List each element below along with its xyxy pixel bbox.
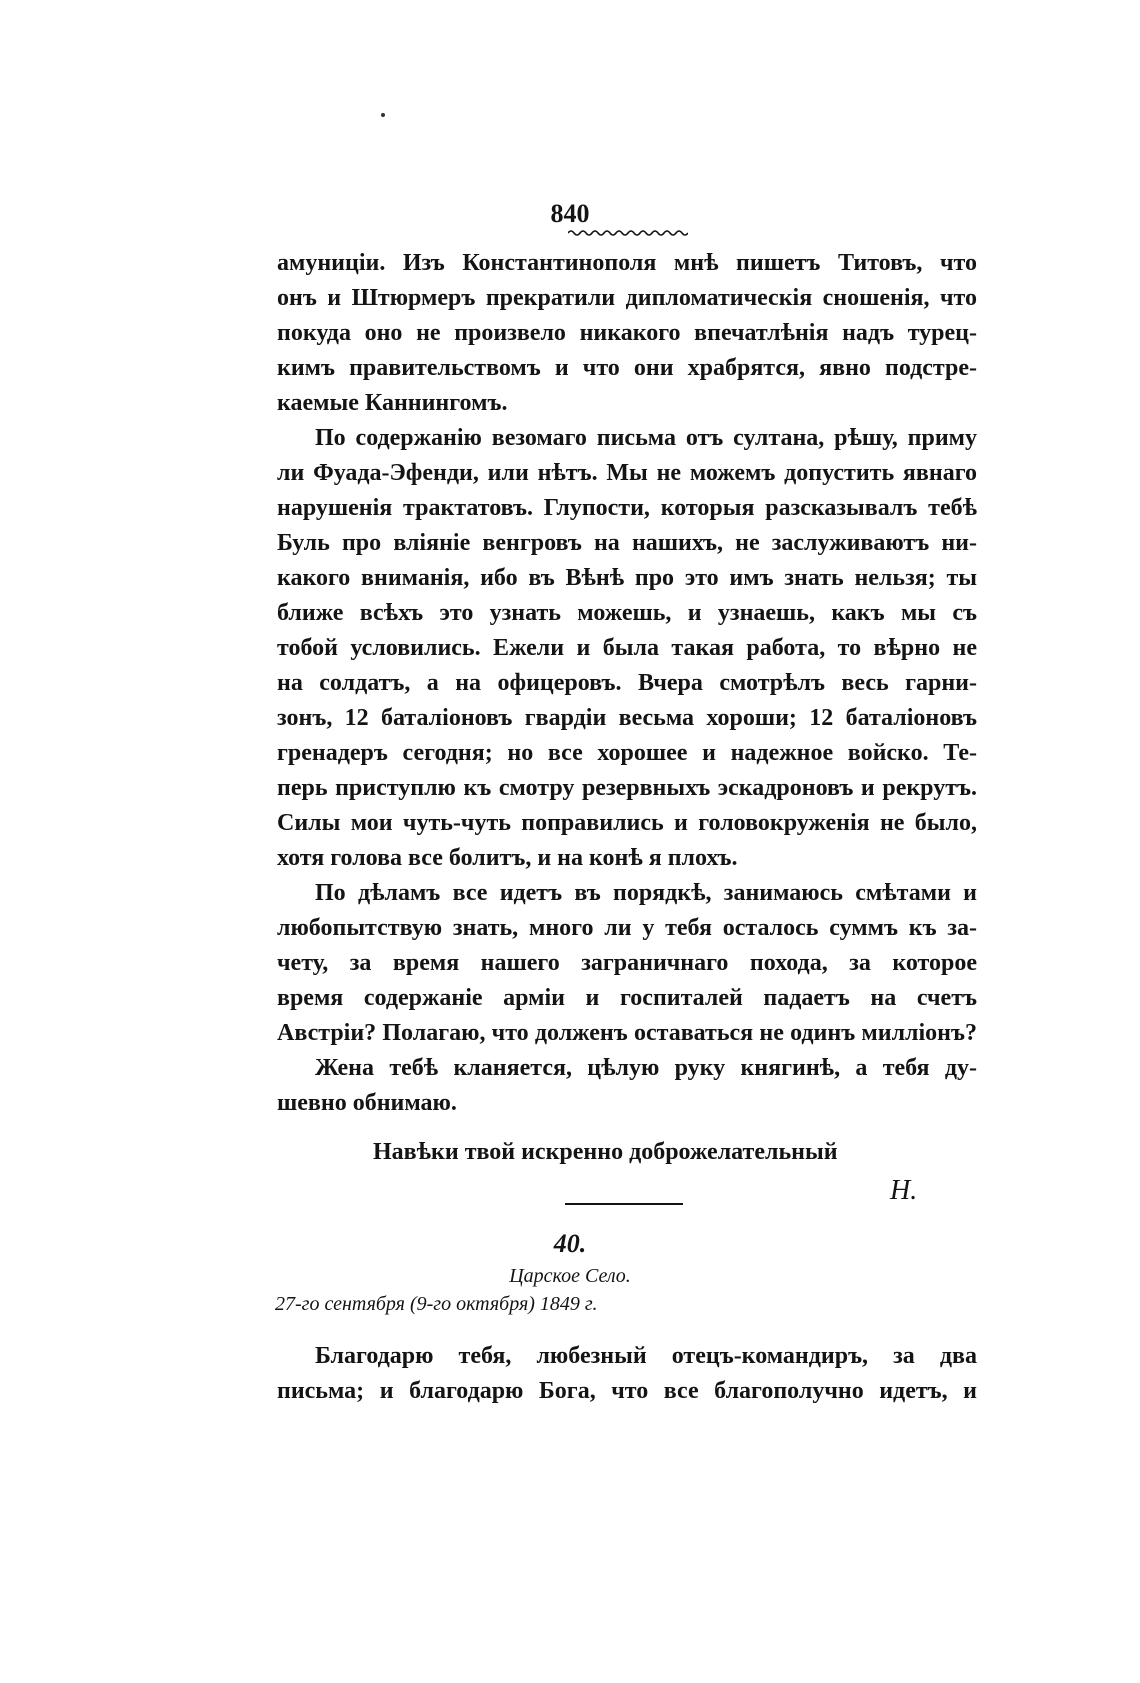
text-line: ближе всѣхъ это узнать можешь, и узнаешь, какъ мы съ — [277, 600, 977, 626]
page-number: 840 — [550, 199, 590, 228]
signature-initial: Н. — [890, 1175, 918, 1206]
section-divider — [565, 1203, 683, 1205]
text-line: на солдатъ, а на офицеровъ. Вчера смотрѣлъ весь гарни- — [277, 670, 977, 696]
text-line: время содержаніе арміи и госпиталей падаетъ на счетъ — [277, 985, 977, 1011]
text-line: гренадеръ сегодня; но все хорошее и надежное войско. Те- — [277, 740, 977, 766]
text-line: тобой условились. Ежели и была такая работа, то вѣрно не — [277, 635, 977, 661]
text-line: каемые Каннингомъ. — [277, 390, 508, 416]
letter-date: 27-го сентября (9-го октября) 1849 г. — [275, 1293, 598, 1315]
text-line: Силы мои чуть-чуть поправились и головокруженія не было, — [277, 810, 977, 836]
text-line: какого вниманія, ибо въ Вѣнѣ про это имъ знать нельзя; ты — [277, 565, 977, 591]
text-line: зонъ, 12 баталіоновъ гвардіи весьма хороши; 12 баталіоновъ — [277, 705, 977, 731]
text-line: Жена тебѣ кланяется, цѣлую руку княгинѣ, а тебя ду- — [315, 1055, 977, 1081]
text-line: любопытствую знать, много ли у тебя осталось суммъ къ за- — [277, 915, 977, 941]
text-line: Австріи? Полагаю, что долженъ оставаться не одинъ милліонъ? — [277, 1020, 977, 1046]
text-line: По содержанію везомаго письма отъ султана, рѣшу, приму — [315, 425, 977, 451]
text-line: амуниціи. Изъ Константинополя мнѣ пишетъ Титовъ, что — [277, 250, 977, 276]
letter-number: 40. — [553, 1229, 587, 1258]
text-line: хотя голова все болитъ, и на конѣ я плохъ. — [277, 845, 738, 871]
text-line: ли Фуада-Эфенди, или нѣтъ. Мы не можемъ допустить явнаго — [277, 460, 977, 486]
ink-speck — [381, 113, 385, 117]
letter-place: Царское Село. — [509, 1265, 631, 1287]
text-line: шевно обнимаю. — [277, 1090, 457, 1116]
text-line: кимъ правительствомъ и что они храбрятся, явно подстре- — [277, 355, 977, 381]
text-line: нарушенія трактатовъ. Глупости, которыя разсказывалъ тебѣ — [277, 495, 977, 521]
text-line: Благодарю тебя, любезный отецъ-командиръ, за два — [315, 1343, 977, 1369]
text-line: Буль про вліяніе венгровъ на нашихъ, не заслуживаютъ ни- — [277, 530, 977, 556]
text-line: перь приступлю къ смотру резервныхъ эскадроновъ и рекрутъ. — [277, 775, 977, 801]
page-number-ornament — [568, 228, 688, 238]
text-line: По дѣламъ все идетъ въ порядкѣ, занимаюсь смѣтами и — [315, 880, 977, 906]
closing-phrase: Навѣки твой искренно доброжелательный — [373, 1139, 838, 1165]
text-line: онъ и Штюрмеръ прекратили дипломатическія сношенія, что — [277, 285, 977, 311]
text-line: покуда оно не произвело никакого впечатлѣнія надъ турец- — [277, 320, 977, 346]
next-letter-body — [277, 1339, 977, 1409]
text-line: чету, за время нашего заграничнаго похода, за которое — [277, 950, 977, 976]
letter-body — [277, 246, 977, 1121]
text-line: письма; и благодарю Бога, что все благополучно идетъ, и — [277, 1378, 977, 1404]
